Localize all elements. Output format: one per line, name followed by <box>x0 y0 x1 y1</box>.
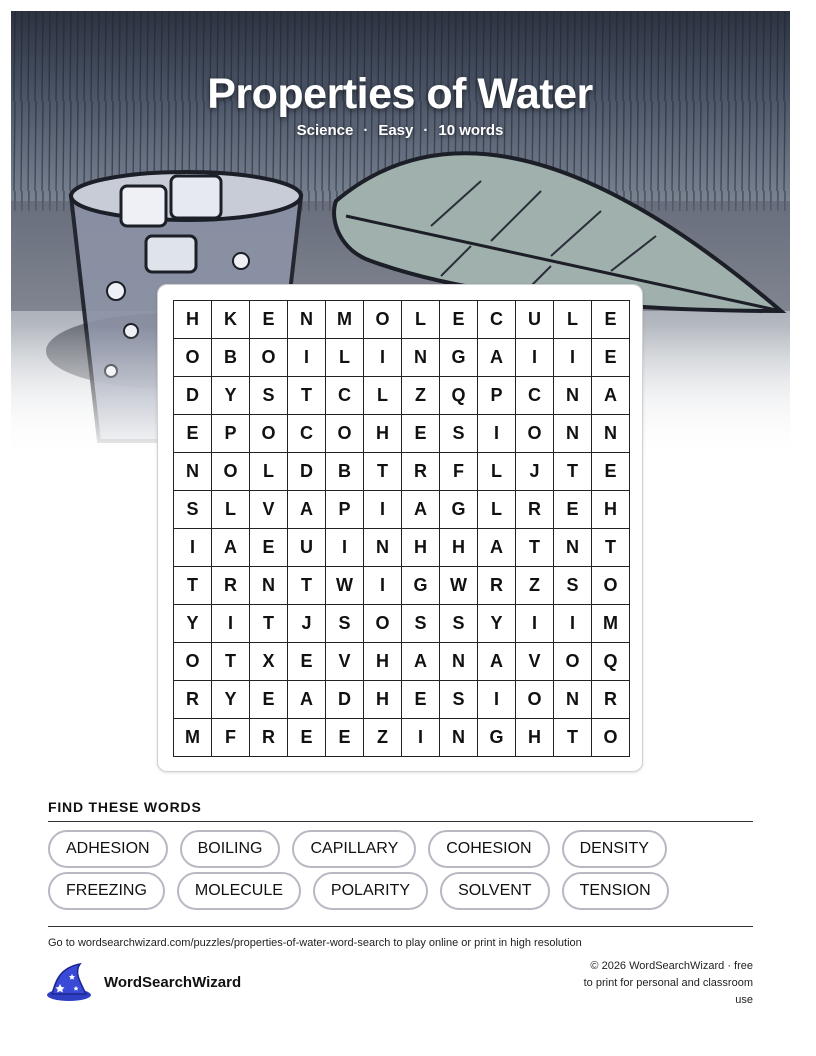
grid-cell[interactable]: C <box>326 377 364 415</box>
grid-cell[interactable]: T <box>288 567 326 605</box>
grid-cell[interactable]: R <box>212 567 250 605</box>
brand-name: WordSearchWizard <box>104 973 242 991</box>
grid-cell[interactable]: I <box>554 339 592 377</box>
grid-cell[interactable]: O <box>250 339 288 377</box>
grid-cell[interactable]: O <box>516 415 554 453</box>
grid-cell[interactable]: T <box>288 377 326 415</box>
grid-cell[interactable]: P <box>326 491 364 529</box>
grid-cell[interactable]: P <box>478 377 516 415</box>
grid-cell[interactable]: A <box>592 377 630 415</box>
grid-cell[interactable]: L <box>212 491 250 529</box>
grid-cell[interactable]: E <box>174 415 212 453</box>
grid-cell[interactable]: E <box>288 643 326 681</box>
grid-cell[interactable]: E <box>592 301 630 339</box>
divider <box>48 821 753 822</box>
meta-separator: · <box>363 122 369 139</box>
grid-cell[interactable]: E <box>402 681 440 719</box>
grid-cell[interactable]: I <box>326 529 364 567</box>
subject-label: Science <box>296 122 354 139</box>
grid-cell[interactable]: H <box>364 415 402 453</box>
grid-cell[interactable]: T <box>174 567 212 605</box>
grid-cell[interactable]: M <box>174 719 212 757</box>
grid-cell[interactable]: O <box>250 415 288 453</box>
grid-cell[interactable]: R <box>402 453 440 491</box>
grid-cell[interactable]: I <box>364 491 402 529</box>
word-chip: ADHESION <box>48 830 168 868</box>
grid-cell[interactable]: R <box>478 567 516 605</box>
grid-cell[interactable]: F <box>212 719 250 757</box>
word-chip: POLARITY <box>313 872 428 910</box>
grid-cell[interactable]: C <box>288 415 326 453</box>
word-count-label: 10 words <box>438 122 504 139</box>
grid-cell[interactable]: S <box>250 377 288 415</box>
grid-cell[interactable]: Y <box>478 605 516 643</box>
grid-cell[interactable]: S <box>440 605 478 643</box>
grid-cell[interactable]: B <box>326 453 364 491</box>
grid-cell[interactable]: A <box>288 491 326 529</box>
grid-cell[interactable]: Z <box>516 567 554 605</box>
grid-cell[interactable]: E <box>402 415 440 453</box>
grid-cell[interactable]: N <box>440 643 478 681</box>
grid-cell[interactable]: H <box>364 681 402 719</box>
grid-cell[interactable]: S <box>174 491 212 529</box>
grid-cell[interactable]: N <box>440 719 478 757</box>
grid-cell[interactable]: A <box>402 643 440 681</box>
grid-cell[interactable]: E <box>250 681 288 719</box>
grid-cell[interactable]: L <box>554 301 592 339</box>
grid-cell[interactable]: Y <box>174 605 212 643</box>
grid-cell[interactable]: I <box>478 681 516 719</box>
grid-cell[interactable]: Y <box>212 377 250 415</box>
word-chip: SOLVENT <box>440 872 550 910</box>
grid-cell[interactable]: G <box>440 339 478 377</box>
puzzle-meta <box>0 122 800 139</box>
grid-cell[interactable]: A <box>288 681 326 719</box>
grid-cell[interactable]: V <box>516 643 554 681</box>
grid-cell[interactable]: I <box>402 719 440 757</box>
word-chip: TENSION <box>562 872 669 910</box>
grid-cell[interactable]: N <box>554 529 592 567</box>
difficulty-label: Easy <box>378 122 414 139</box>
grid-cell[interactable]: M <box>326 301 364 339</box>
grid-cell[interactable]: K <box>212 301 250 339</box>
grid-cell[interactable]: G <box>402 567 440 605</box>
grid-cell[interactable]: L <box>250 453 288 491</box>
grid-cell[interactable]: T <box>250 605 288 643</box>
grid-cell[interactable]: J <box>288 605 326 643</box>
grid-cell[interactable]: E <box>554 491 592 529</box>
letter-grid <box>173 300 630 757</box>
word-chip: CAPILLARY <box>292 830 416 868</box>
meta-separator: · <box>423 122 429 139</box>
grid-cell[interactable]: O <box>592 719 630 757</box>
grid-cell[interactable]: U <box>288 529 326 567</box>
grid-cell[interactable]: Q <box>592 643 630 681</box>
grid-cell[interactable]: I <box>478 415 516 453</box>
grid-cell[interactable]: P <box>212 415 250 453</box>
word-chip: COHESION <box>428 830 549 868</box>
grid-cell[interactable]: R <box>516 491 554 529</box>
grid-cell[interactable]: J <box>516 453 554 491</box>
grid-cell[interactable]: V <box>250 491 288 529</box>
grid-cell[interactable]: E <box>288 719 326 757</box>
grid-cell[interactable]: A <box>478 529 516 567</box>
grid-cell[interactable]: S <box>326 605 364 643</box>
grid-cell[interactable]: F <box>440 453 478 491</box>
word-chip: DENSITY <box>562 830 667 868</box>
grid-cell[interactable]: S <box>440 415 478 453</box>
grid-cell[interactable]: W <box>440 567 478 605</box>
grid-cell[interactable]: H <box>440 529 478 567</box>
grid-cell[interactable]: X <box>250 643 288 681</box>
grid-cell[interactable]: O <box>516 681 554 719</box>
grid-cell[interactable]: D <box>288 453 326 491</box>
grid-cell[interactable]: N <box>402 339 440 377</box>
grid-cell[interactable]: A <box>478 643 516 681</box>
grid-cell[interactable]: N <box>250 567 288 605</box>
grid-cell[interactable]: O <box>174 643 212 681</box>
grid-cell[interactable]: O <box>554 643 592 681</box>
grid-cell[interactable]: N <box>592 415 630 453</box>
grid-cell[interactable]: I <box>516 605 554 643</box>
grid-cell[interactable]: U <box>516 301 554 339</box>
grid-cell[interactable]: D <box>326 681 364 719</box>
grid-cell[interactable]: O <box>364 301 402 339</box>
grid-cell[interactable]: N <box>364 529 402 567</box>
grid-cell[interactable]: C <box>478 301 516 339</box>
copyright-text: © 2026 WordSearchWizard · free to print for personal and classroom use <box>583 960 753 1006</box>
grid-cell[interactable]: T <box>592 529 630 567</box>
grid-cell[interactable]: L <box>364 377 402 415</box>
grid-cell[interactable]: Z <box>364 719 402 757</box>
puzzle-title: Properties of Water <box>207 70 593 118</box>
grid-cell[interactable]: O <box>212 453 250 491</box>
grid-cell[interactable]: W <box>326 567 364 605</box>
grid-cell[interactable]: O <box>364 605 402 643</box>
grid-cell[interactable]: N <box>554 681 592 719</box>
grid-cell[interactable]: H <box>402 529 440 567</box>
grid-cell[interactable]: S <box>402 605 440 643</box>
grid-cell[interactable]: R <box>250 719 288 757</box>
grid-cell[interactable]: E <box>592 453 630 491</box>
grid-cell[interactable]: O <box>326 415 364 453</box>
footer-url-text: Go to wordsearchwizard.com/puzzles/properties-of-water-word-search to play online or print in high resolution <box>48 937 582 949</box>
grid-cell[interactable]: T <box>364 453 402 491</box>
grid-cell[interactable]: D <box>174 377 212 415</box>
grid-cell[interactable]: T <box>554 719 592 757</box>
grid-cell[interactable]: I <box>212 605 250 643</box>
grid-cell[interactable]: H <box>364 643 402 681</box>
grid-cell[interactable]: E <box>440 301 478 339</box>
divider <box>48 926 753 927</box>
grid-cell[interactable]: E <box>250 529 288 567</box>
word-list <box>48 830 753 910</box>
grid-cell[interactable]: H <box>174 301 212 339</box>
word-chip: MOLECULE <box>177 872 301 910</box>
grid-cell[interactable]: H <box>516 719 554 757</box>
grid-cell[interactable]: N <box>288 301 326 339</box>
grid-cell[interactable]: C <box>516 377 554 415</box>
grid-cell[interactable]: T <box>212 643 250 681</box>
grid-cell[interactable]: Q <box>440 377 478 415</box>
wizard-hat-icon <box>46 962 92 1002</box>
grid-cell[interactable]: T <box>516 529 554 567</box>
grid-cell[interactable]: I <box>364 567 402 605</box>
grid-cell[interactable]: L <box>326 339 364 377</box>
grid-cell[interactable]: G <box>440 491 478 529</box>
grid-cell[interactable]: E <box>250 301 288 339</box>
puzzle-grid-card <box>157 284 643 772</box>
grid-cell[interactable]: Z <box>402 377 440 415</box>
grid-cell[interactable]: A <box>402 491 440 529</box>
grid-cell[interactable]: L <box>478 491 516 529</box>
grid-cell[interactable]: I <box>554 605 592 643</box>
grid-cell[interactable]: I <box>174 529 212 567</box>
grid-cell[interactable]: N <box>174 453 212 491</box>
grid-cell[interactable]: A <box>478 339 516 377</box>
grid-cell[interactable]: I <box>364 339 402 377</box>
grid-cell[interactable]: O <box>174 339 212 377</box>
grid-cell[interactable]: I <box>288 339 326 377</box>
word-chip: BOILING <box>180 830 281 868</box>
grid-cell[interactable]: L <box>478 453 516 491</box>
grid-cell[interactable]: E <box>326 719 364 757</box>
grid-cell[interactable]: V <box>326 643 364 681</box>
grid-cell[interactable]: B <box>212 339 250 377</box>
grid-cell[interactable]: S <box>554 567 592 605</box>
grid-cell[interactable]: O <box>592 567 630 605</box>
grid-cell[interactable]: Y <box>212 681 250 719</box>
brand[interactable] <box>46 962 241 1002</box>
grid-cell[interactable]: N <box>554 415 592 453</box>
grid-cell[interactable]: T <box>554 453 592 491</box>
grid-cell[interactable]: I <box>516 339 554 377</box>
grid-cell[interactable]: S <box>440 681 478 719</box>
grid-cell[interactable]: A <box>212 529 250 567</box>
grid-cell[interactable]: N <box>554 377 592 415</box>
grid-cell[interactable]: M <box>592 605 630 643</box>
grid-cell[interactable]: R <box>592 681 630 719</box>
word-chip: FREEZING <box>48 872 165 910</box>
grid-cell[interactable]: R <box>174 681 212 719</box>
grid-cell[interactable]: G <box>478 719 516 757</box>
grid-cell[interactable]: E <box>592 339 630 377</box>
grid-cell[interactable]: L <box>402 301 440 339</box>
grid-cell[interactable]: H <box>592 491 630 529</box>
word-list-heading: FIND THESE WORDS <box>48 799 202 815</box>
